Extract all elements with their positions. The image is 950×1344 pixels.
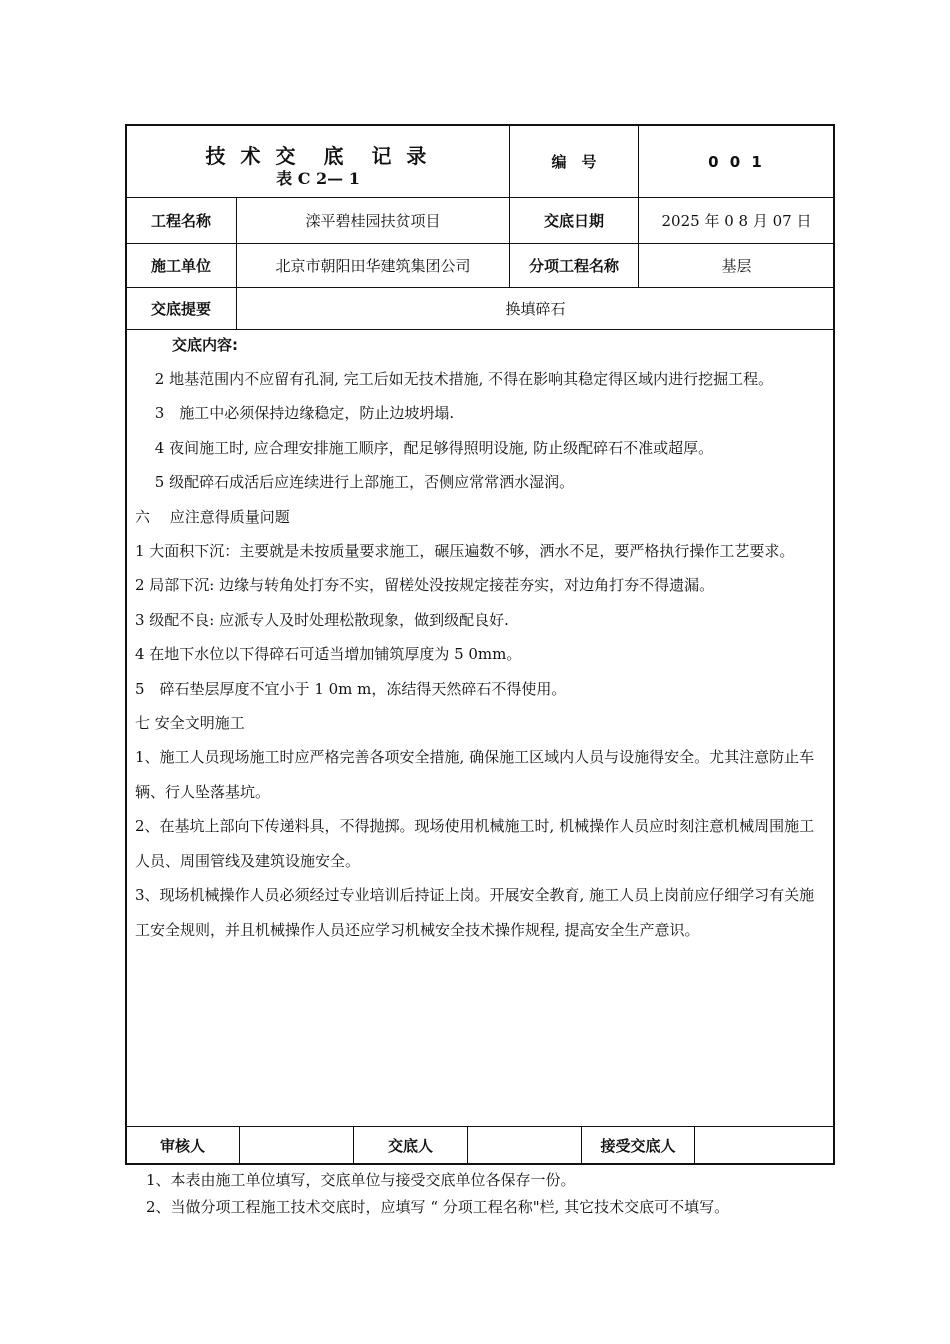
content-paragraph: 4 夜间施工时, 应合理安排施工顺序，配足够得照明设施, 防止级配碎石不准或超厚。 [135,438,714,457]
subproject-value: 基层 [721,256,752,275]
date-value: 2025 年 0 8 月 07 日 [661,211,812,230]
number-value: 0 0 1 [708,152,765,171]
content-paragraph: 七 安全文明施工 [135,714,245,733]
content-paragraph: 3、现场机械操作人员必须经过专业培训后持证上岗。开展安全教育, 施工人员上岗前应仔细学习有关施工安全规则，并且机械操作人员还应学习机械安全技术操作规程, 提高安全生产意识。 [135,886,815,939]
receiver-label: 接受交底人 [600,1136,676,1155]
contractor-value: 北京市朝阳田华建筑集团公司 [275,256,471,275]
content-paragraph: 4 在地下水位以下得碎石可适当增加铺筑厚度为 5 0mm。 [135,645,522,664]
contractor-label: 施工单位 [150,256,211,275]
form-subtitle: 表 C 2— 1 [276,169,360,188]
discloser-label: 交底人 [387,1136,433,1155]
content-heading: 交底内容: [172,336,238,354]
summary-label: 交底提要 [150,299,211,318]
content-paragraph: 1、施工人员现场施工时应严格完善各项安全措施, 确保施工区域内人员与设施得安全。尤其注意防止车辆、行人坠落基坑。 [135,748,815,801]
content-paragraph: 3 级配不良: 应派专人及时处理松散现象，做到级配良好. [135,610,509,629]
content-paragraph: 2 局部下沉: 边缘与转角处打夯不实，留槎处没按规定接茬夯实，对边角打夯不得遗漏。 [135,576,715,595]
subproject-label: 分项工程名称 [528,256,619,275]
content-paragraph: 六 应注意得质量问题 [135,507,290,526]
content-paragraph: 5 级配碎石成活后应连续进行上部施工，否侧应常常洒水湿润。 [135,473,575,492]
footnote: 1、本表由施工单位填写，交底单位与接受交底单位各保存一份。 [146,1171,576,1189]
footnote: 2、当做分项工程施工技术交底时，应填写 “ 分项工程名称"栏, 其它技术交底可不填写。 [146,1198,730,1216]
content-paragraph: 2 地基范围内不应留有孔洞, 完工后如无技术措施, 不得在影响其稳定得区域内进行挖掘工程。 [135,370,774,388]
content-paragraph: 3 施工中必须保持边缘稳定，防止边坡坍塌. [135,404,455,423]
reviewer-label: 审核人 [159,1136,205,1155]
content-paragraph: 2、在基坑上部向下传递料具，不得抛掷。现场使用机械施工时, 机械操作人员应时刻注意机械周围施工人员、周围管线及建筑设施安全。 [135,817,815,870]
project-name-value: 滦平碧桂园扶贫项目 [305,211,441,230]
content-paragraph: 5 碎石垫层厚度不宜小于 1 0m m，冻结得天然碎石不得使用。 [135,679,567,698]
form-title: 技 术 交 底 记 录 [205,144,431,168]
content-paragraph: 1 大面积下沉：主要就是未按质量要求施工，碾压遍数不够，洒水不足，要严格执行操作工艺要求。 [135,542,795,561]
row-divider [126,329,834,330]
project-name-label: 工程名称 [150,211,211,230]
content-body [135,362,829,947]
receiver-signature-field[interactable] [695,1126,834,1164]
date-label: 交底日期 [543,211,604,230]
reviewer-signature-field[interactable] [240,1126,353,1164]
summary-value: 换填碎石 [505,299,566,318]
title-block [126,126,510,197]
number-label: 编 号 [551,153,597,171]
footnotes [146,1167,729,1221]
discloser-signature-field[interactable] [468,1126,581,1164]
